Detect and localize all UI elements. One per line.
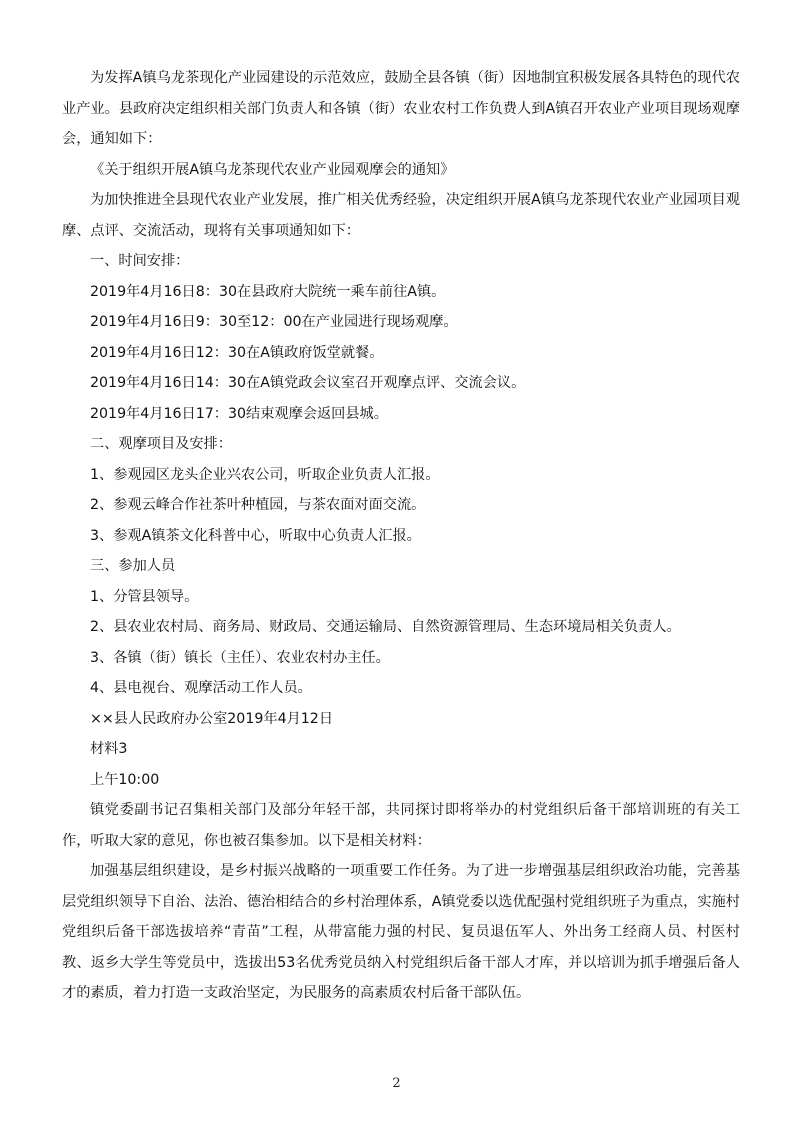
participant-item-4: 4、县电视台、观摩活动工作人员。: [90, 680, 312, 696]
section-heading-schedule: 一、时间安排：: [90, 253, 190, 269]
participant-item-1: 1、分管县领导。: [90, 588, 199, 605]
schedule-item-5: 2019年4月16日17：30结束观摩会返回县城。: [90, 405, 388, 422]
material-label: 材料3: [90, 741, 128, 757]
meeting-paragraph: 镇党委副书记召集相关部门及部分年轻干部，共同探讨即将举办的村党组织后备干部培训班的有关工作，听取大家的意见，你也被召集参加。以下是相关材料：: [62, 802, 740, 849]
schedule-item-3: 2019年4月16日12：30在A镇政府饭堂就餐。: [90, 344, 384, 361]
issuer-line: ××县人民政府办公室2019年4月12日: [90, 710, 334, 727]
project-item-2: 2、参观云峰合作社茶叶种植园，与茶农面对面交流。: [90, 497, 426, 513]
schedule-item-1: 2019年4月16日8：30在县政府大院统一乘车前往A镇。: [90, 283, 446, 300]
material-body-paragraph: 加强基层组织建设，是乡村振兴战略的一项重要工作任务。为了进一步增强基层组织政治功能，完善基层党组织领导下自治、法治、德治相结合的乡村治理体系，A镇党委以选优配强村党组织班子为重点，实施村党组织后备干部选拔培养“青苗”工程，从带富能力强的村民、复员退伍军人、外出务工经商人员、村医村教、返乡大学生等党员中，选拔出53名优秀党员纳入村党组织后备干部人才库，并以培训为抓手增强后备人才的素质，着力打造一支政治坚定，为民服务的高素质农村后备干部队伍。: [62, 863, 740, 1001]
participant-item-2: 2、县农业农村局、商务局、财政局、交通运输局、自然资源管理局、生态环境局相关负责人。: [90, 619, 681, 635]
notice-title: 《关于组织开展A镇乌龙茶现代农业产业园观摩会的通知》: [90, 161, 455, 178]
section-heading-projects: 二、观摩项目及安排：: [90, 436, 232, 452]
schedule-item-4: 2019年4月16日14：30在A镇党政会议室召开观摩点评、交流会议。: [90, 375, 526, 391]
participant-item-3: 3、各镇（街）镇长（主任）、农业农村办主任。: [90, 649, 390, 666]
schedule-item-2: 2019年4月16日9：30至12：00在产业园进行现场观摩。: [90, 314, 458, 330]
section-heading-participants: 三、参加人员: [90, 558, 176, 574]
project-item-1: 1、参观园区龙头企业兴农公司，听取企业负责人汇报。: [90, 466, 440, 483]
project-item-3: 3、参观A镇茶文化科普中心，听取中心负责人汇报。: [90, 527, 421, 544]
notice-intro: 为加快推进全县现代农业产业发展，推广相关优秀经验，决定组织开展A镇乌龙茶现代农业产业园项目观摩、点评、交流活动，现将有关事项通知如下：: [62, 192, 740, 239]
page-number: 2: [392, 1076, 401, 1091]
intro-paragraph: 为发挥A镇乌龙茶现化产业园建设的示范效应，鼓励全县各镇（街）因地制宜积极发展各具特色的现代农业产业。县政府决定组织相关部门负责人和各镇（街）农业农村工作负费人到A镇召开农业产业项目现场观摩会，通知如下：: [62, 70, 740, 147]
time-label: 上午10:00: [90, 771, 160, 788]
document-body: [62, 63, 740, 1009]
